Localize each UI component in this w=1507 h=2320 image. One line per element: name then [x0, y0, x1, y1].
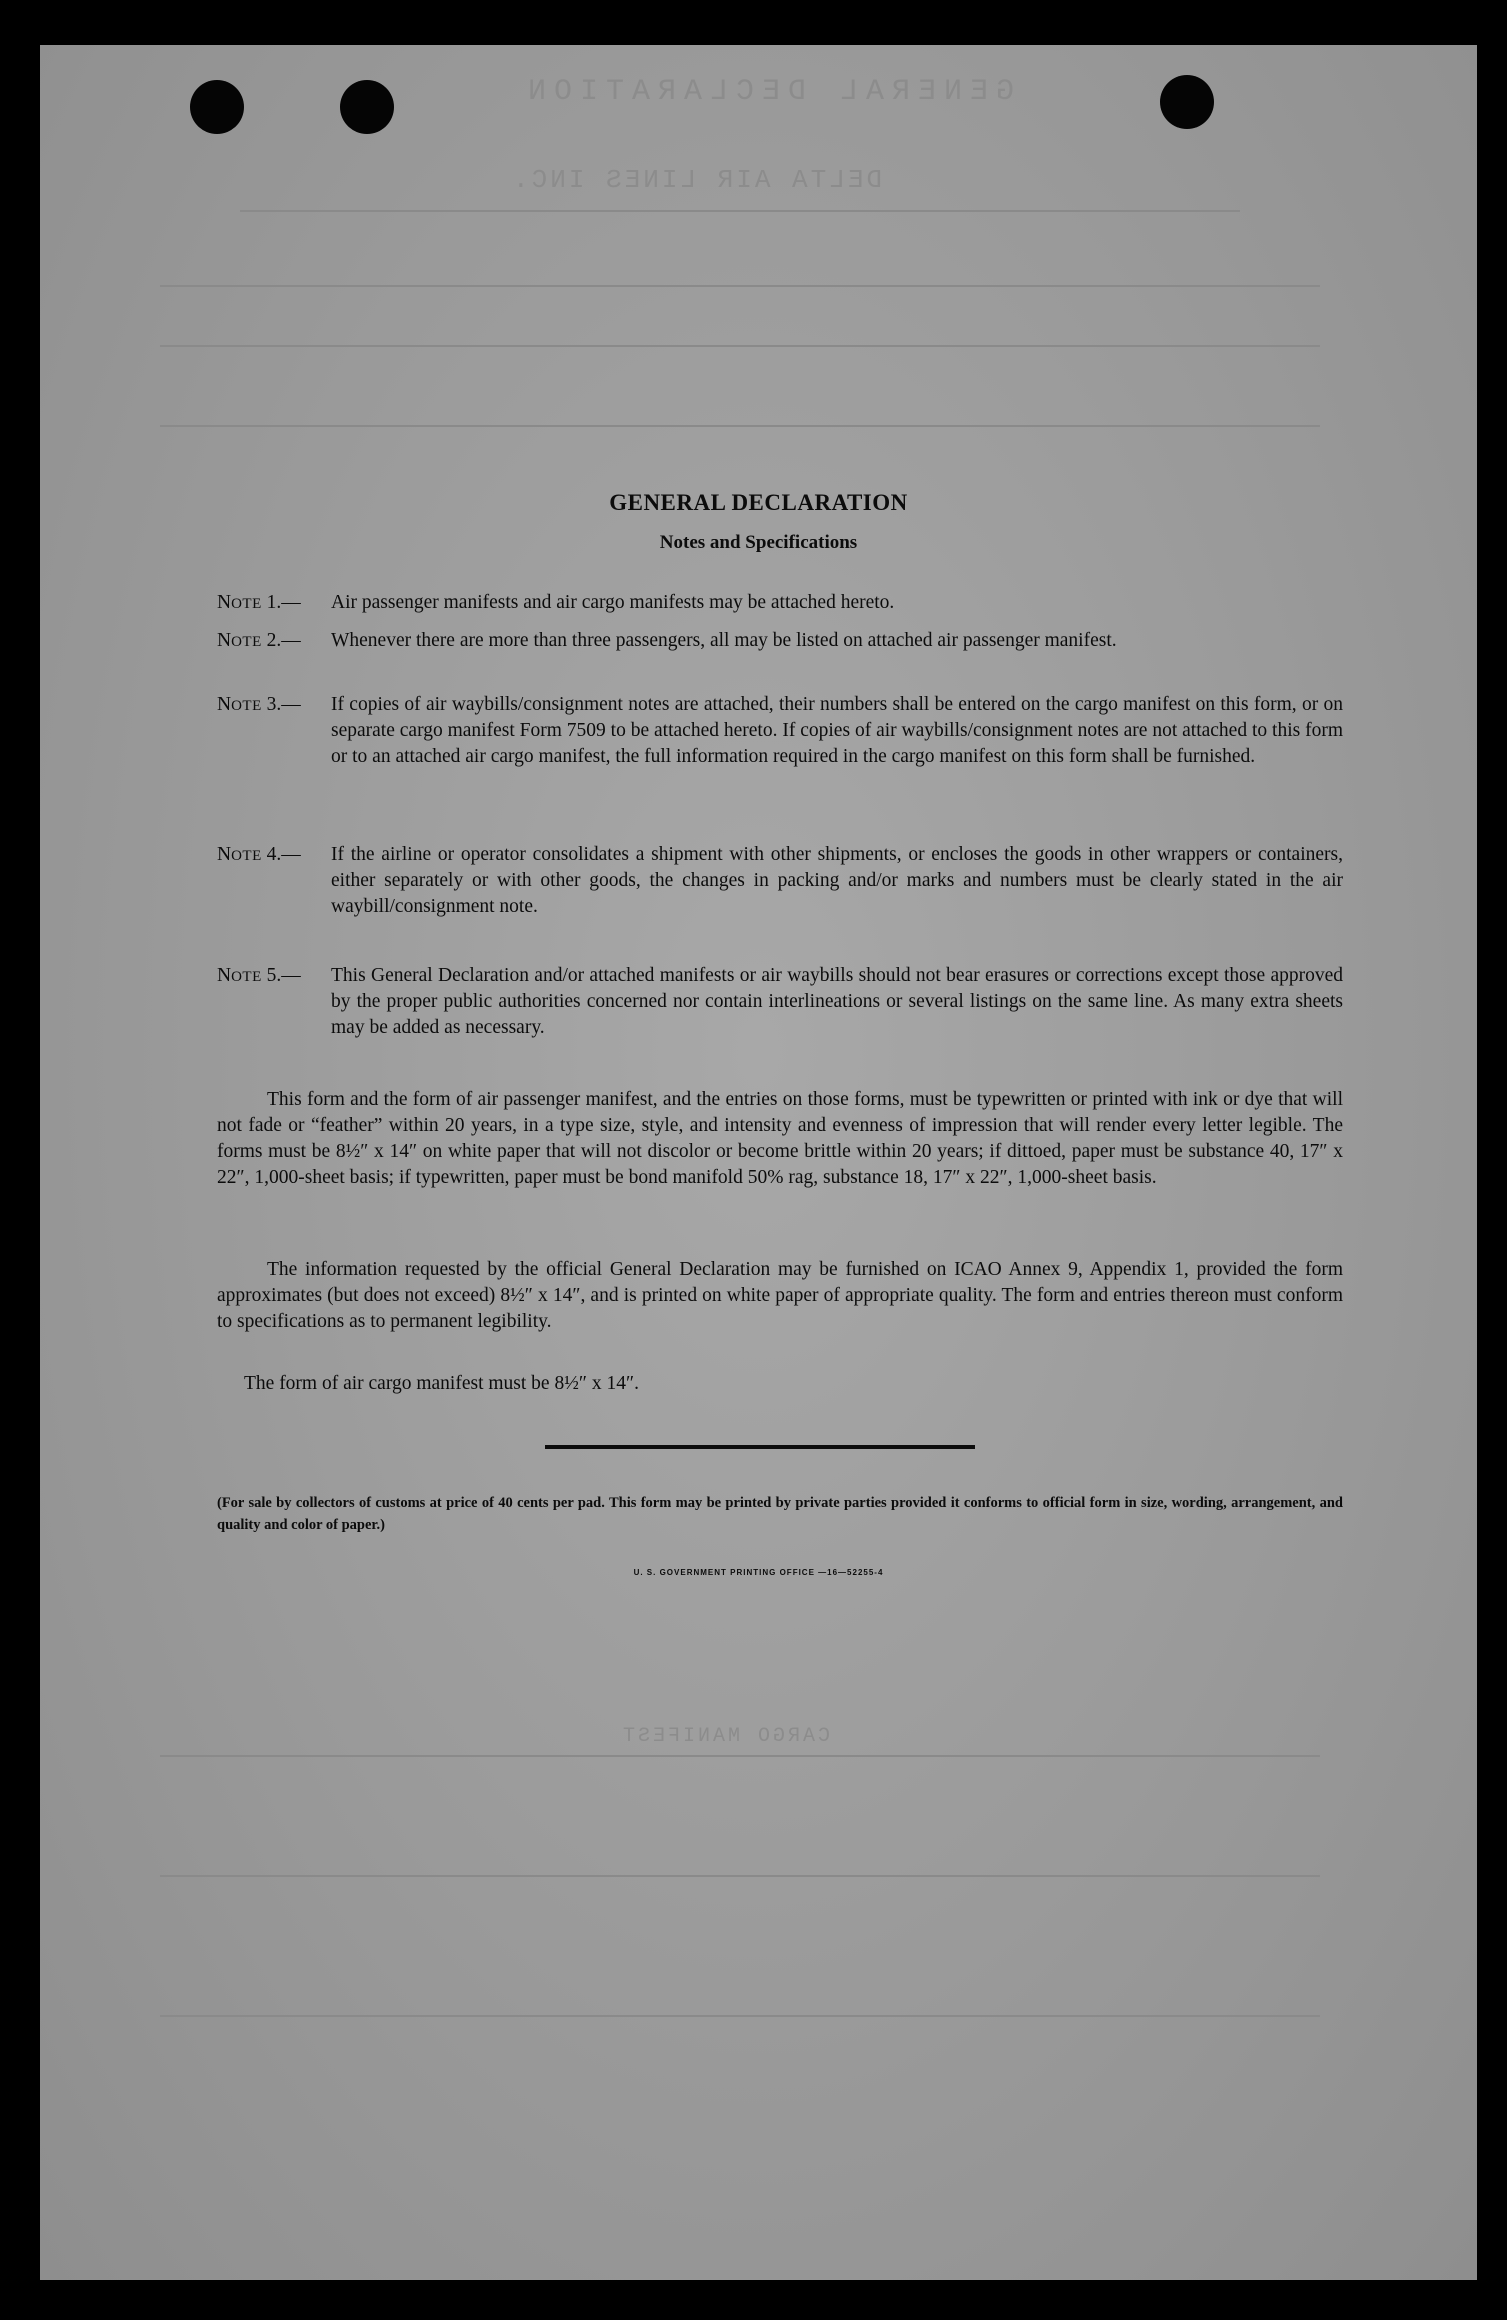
note-label: NOTE 2.— — [217, 630, 301, 651]
note-label: NOTE 1.— — [217, 592, 301, 613]
note-4 — [217, 842, 1343, 920]
note-label: NOTE 5.— — [217, 965, 301, 986]
note-text: If copies of air waybills/consignment notes are attached, their numbers shall be entered on the cargo manifest on this form, or on separate cargo manifest Form 7509 to be attached hereto. If copies of air waybills/consignment notes are not attached to this form or to an attached air cargo manifest, the full information required in the cargo manifest on this form shall be furnished. — [331, 694, 1343, 767]
note-label: NOTE 3.— — [217, 694, 301, 715]
note-text: Whenever there are more than three passengers, all may be listed on attached air passenger manifest. — [331, 630, 1117, 651]
note-1 — [217, 590, 1343, 616]
show-through-airline: DELTA AIR LINES INC. — [510, 165, 883, 195]
note-3 — [217, 692, 1343, 770]
specification-paragraph-3: The form of air cargo manifest must be 8½″ x 14″. — [244, 1373, 639, 1394]
page-subtitle: Notes and Specifications — [659, 532, 858, 553]
printer-imprint: U. S. GOVERNMENT PRINTING OFFICE —16—52255-4 — [633, 1568, 884, 1577]
note-2 — [217, 628, 1343, 654]
show-through-heading: GENERAL DECLARATION — [520, 75, 1015, 109]
note-text: Air passenger manifests and air cargo manifests may be attached hereto. — [331, 592, 895, 613]
notes-and-specifications — [40, 45, 1477, 2280]
note-label: NOTE 4.— — [217, 844, 301, 865]
note-5 — [217, 963, 1343, 1041]
divider-rule — [545, 1445, 975, 1449]
note-text: If the airline or operator consolidates a shipment with other shipments, or encloses the goods in other wrappers or containers, either separately or with other goods, the changes in packing and/or marks and numbers must be clearly stated in the air waybill/consignment note. — [331, 844, 1343, 917]
show-through-cargo-heading: CARGO MANIFEST — [620, 1725, 831, 1748]
document-page — [40, 45, 1477, 2280]
specification-paragraph-2: The information requested by the official General Declaration may be furnished on ICAO Annex 9, Appendix 1, provided the form approximates (but does not exceed) 8½″ x 14″, and is printed on white paper of appropriate quality. The form and entries thereon must conform to specifications as to permanent legibility. — [217, 1259, 1343, 1332]
note-text: This General Declaration and/or attached manifests or air waybills should not bear erasures or corrections except those approved by the proper public authorities concerned nor contain interlineations or several listings on the same line. As many extra sheets may be added as necessary. — [331, 965, 1343, 1038]
page-title: GENERAL DECLARATION — [609, 490, 908, 515]
specification-paragraph-1: This form and the form of air passenger manifest, and the entries on those forms, must be typewritten or printed with ink or dye that will not fade or “feather” within 20 years, in a type size, style, and intensity and evenness of impression that will render every letter legible. The forms must be 8½″ x 14″ on white paper that will not discolor or become brittle within 20 years; if dittoed, paper must be substance 40, 17″ x 22″, 1,000-sheet basis; if typewritten, paper must be bond manifold 50% rag, substance 18, 17″ x 22″, 1,000-sheet basis. — [217, 1089, 1343, 1188]
sale-notice: (For sale by collectors of customs at price of 40 cents per pad. This form may be printed by private parties provided it conforms to official form in size, wording, arrangement, and quality and color of paper.) — [217, 1495, 1343, 1533]
